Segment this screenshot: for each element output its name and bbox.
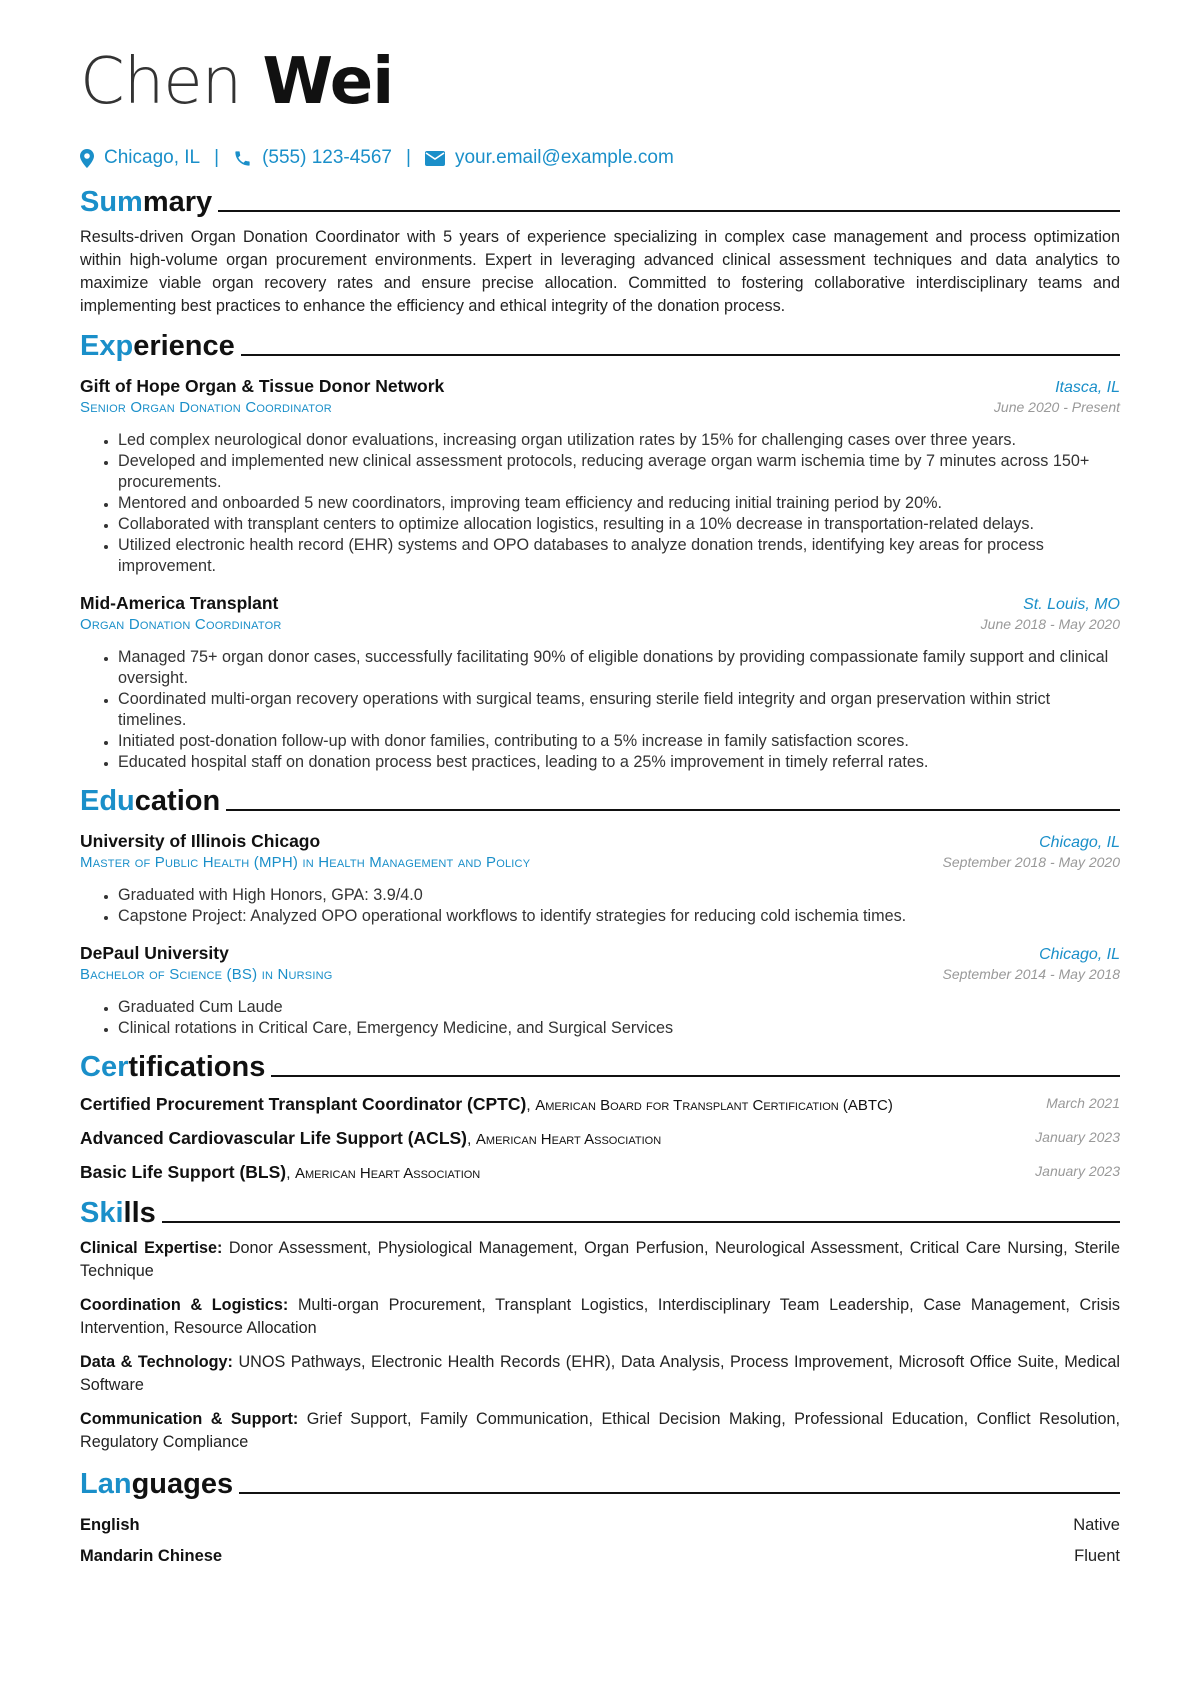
certification-name: Certified Procurement Transplant Coordinator (CPTC) [80, 1094, 527, 1114]
skill-text: Grief Support, Family Communication, Ethical Decision Making, Professional Education, Conflict Resolution, Regulatory Compliance [80, 1410, 1121, 1451]
education-section [80, 783, 1120, 1039]
first-name: Chen [80, 45, 242, 119]
job-location: Itasca, IL [1055, 379, 1120, 396]
skill-label: Communication & Support: [80, 1410, 299, 1428]
bullet-item: • Developed and implemented new clinical assessment protocols, reducing average organ warm ischemia time by 7 minutes across 150+ procurements. [118, 451, 1120, 493]
certification-entry: Advanced Cardiovascular Life Support (ACLS), American Heart Association January 2023 [80, 1127, 1120, 1151]
bullet-item: • Capstone Project: Analyzed OPO operational workflows to identify strategies for reducing cold ischemia times. [118, 906, 1120, 927]
school-name: DePaul University [80, 943, 229, 963]
contact-location [80, 147, 200, 169]
contact-bar [80, 146, 1120, 170]
section-title: Experience [80, 330, 235, 362]
bullet-item: • Collaborated with transplant centers to optimize allocation logistics, resulting in a 10% decrease in transportation-related delays. [118, 514, 1120, 535]
section-heading [80, 783, 1120, 819]
skill-text: Donor Assessment, Physiological Management, Organ Perfusion, Neurological Assessment, Critical Care Nursing, Sterile Technique [80, 1239, 1120, 1280]
certification-date: January 2023 [1035, 1163, 1120, 1179]
bullet-item: • Coordinated multi-organ recovery operations with surgical teams, ensuring sterile field integrity and organ preservation within strict timelines. [118, 689, 1120, 731]
separator: | [214, 147, 220, 168]
job-bullets [80, 647, 1120, 773]
section-divider [271, 1075, 1120, 1077]
employer-name: Mid-America Transplant [80, 593, 279, 613]
skill-label: Clinical Expertise: [80, 1239, 223, 1257]
separator: | [406, 147, 411, 168]
bullet-item: • Graduated with High Honors, GPA: 3.9/4.0 [118, 885, 1120, 906]
education-dates: September 2014 - May 2018 [942, 966, 1120, 982]
language-row [80, 1545, 1120, 1567]
section-heading [80, 328, 1120, 364]
section-title: Languages [80, 1468, 234, 1500]
email-text: your.email@example.com [454, 147, 674, 168]
bullet-item: • Utilized electronic health record (EHR) systems and OPO databases to analyze donation trends, identifying key areas for process improvement. [118, 535, 1120, 577]
school-name: University of Illinois Chicago [80, 831, 321, 851]
degree: Bachelor of Science (BS) in Nursing [80, 966, 333, 983]
school-location: Chicago, IL [1039, 946, 1120, 963]
skill-text: Multi-organ Procurement, Transplant Logistics, Interdisciplinary Team Leadership, Case Management, Crisis Intervention, Resource Allocation [80, 1296, 1120, 1337]
experience-section [80, 328, 1120, 773]
summary-text: Results-driven Organ Donation Coordinator with 5 years of experience specializing in complex case management and process optimization within high-volume organ procurement environments. Expert in leveraging advanced clinical assessment techniques and data analytics to maximize viable organ recovery rates and ensure precise allocation. Committed to fostering collaborative interdisciplinary teams and implementing best practices to enhance the efficiency and ethical integrity of the donation process. [80, 228, 1120, 315]
contact-email[interactable] [425, 147, 674, 169]
certification-date: March 2021 [1046, 1095, 1120, 1111]
certification-entry: Certified Procurement Transplant Coordinator (CPTC), American Board for Transplant Certification (ABTC) March 2021 [80, 1093, 1120, 1117]
language-name: Mandarin Chinese [80, 1547, 223, 1565]
language-name: English [80, 1516, 140, 1534]
education-bullets [80, 885, 1120, 927]
section-heading [80, 1466, 1120, 1502]
education-entry [80, 829, 1120, 927]
map-pin-icon [80, 149, 94, 168]
certification-name: Advanced Cardiovascular Life Support (ACLS) [80, 1128, 468, 1148]
certifications-section [80, 1049, 1120, 1185]
certification-issuer: American Board for Transplant Certification (ABTC) [535, 1097, 893, 1114]
employer-name: Gift of Hope Organ & Tissue Donor Network [80, 376, 445, 396]
bullet-item: • Clinical rotations in Critical Care, Emergency Medicine, and Surgical Services [118, 1018, 1120, 1039]
skill-group [80, 1351, 1120, 1397]
job-location: St. Louis, MO [1023, 596, 1120, 613]
section-divider [218, 210, 1120, 212]
phone-icon [233, 149, 252, 168]
section-title: Certifications [80, 1051, 266, 1083]
job-dates: June 2020 - Present [993, 399, 1120, 415]
education-entry [80, 941, 1120, 1039]
skill-label: Coordination & Logistics: [80, 1296, 289, 1314]
bullet-item: • Graduated Cum Laude [118, 997, 1120, 1018]
summary-section [80, 184, 1120, 318]
section-heading [80, 184, 1120, 220]
contact-phone[interactable] [233, 147, 392, 169]
section-divider [226, 809, 1120, 811]
job-entry [80, 374, 1120, 577]
last-name: Wei [262, 45, 394, 119]
job-bullets [80, 430, 1120, 577]
envelope-icon [425, 151, 445, 166]
section-heading [80, 1049, 1120, 1085]
certification-entry: Basic Life Support (BLS), American Heart Association January 2023 [80, 1161, 1120, 1185]
bullet-item: • Initiated post-donation follow-up with donor families, contributing to a 5% increase in family satisfaction scores. [118, 731, 1120, 752]
language-level: Fluent [1074, 1547, 1120, 1565]
section-divider [162, 1221, 1120, 1223]
job-dates: June 2018 - May 2020 [980, 616, 1120, 632]
skill-label: Data & Technology: [80, 1353, 233, 1371]
languages-section [80, 1466, 1120, 1567]
job-title: Senior Organ Donation Coordinator [80, 399, 332, 416]
skill-text: UNOS Pathways, Electronic Health Records (EHR), Data Analysis, Process Improvement, Microsoft Office Suite, Medical Software [80, 1353, 1120, 1394]
certification-name: Basic Life Support (BLS) [80, 1162, 287, 1182]
skill-group [80, 1237, 1120, 1283]
language-row [80, 1514, 1120, 1536]
job-entry [80, 591, 1120, 773]
skills-section [80, 1195, 1120, 1454]
certification-issuer: American Heart Association [475, 1131, 662, 1148]
job-title: Organ Donation Coordinator [80, 616, 282, 633]
resume-page [80, 42, 1120, 1567]
degree: Master of Public Health (MPH) in Health Management and Policy [80, 854, 531, 871]
section-divider [239, 1492, 1120, 1494]
education-bullets [80, 997, 1120, 1039]
location-text: Chicago, IL [104, 147, 201, 168]
language-level: Native [1073, 1516, 1120, 1534]
bullet-item: • Educated hospital staff on donation process best practices, leading to a 25% improvement in timely referral rates. [118, 752, 1120, 773]
skill-group [80, 1408, 1120, 1454]
section-title: Education [80, 785, 221, 817]
section-heading [80, 1195, 1120, 1231]
skill-group [80, 1294, 1120, 1340]
section-title: Summary [80, 186, 213, 218]
certification-issuer: American Heart Association [295, 1165, 481, 1182]
full-name [80, 42, 1120, 122]
bullet-item: • Mentored and onboarded 5 new coordinators, improving team efficiency and reducing initial training period by 20%. [118, 493, 1120, 514]
phone-text: (555) 123-4567 [262, 147, 392, 168]
certification-date: January 2023 [1035, 1129, 1120, 1145]
bullet-item: • Managed 75+ organ donor cases, successfully facilitating 90% of eligible donations by providing compassionate family support and clinical oversight. [118, 647, 1120, 689]
section-divider [241, 354, 1120, 356]
bullet-item: • Led complex neurological donor evaluations, increasing organ utilization rates by 15% for challenging cases over three years. [118, 430, 1120, 451]
school-location: Chicago, IL [1039, 834, 1120, 851]
education-dates: September 2018 - May 2020 [942, 854, 1120, 870]
section-title: Skills [80, 1197, 156, 1229]
